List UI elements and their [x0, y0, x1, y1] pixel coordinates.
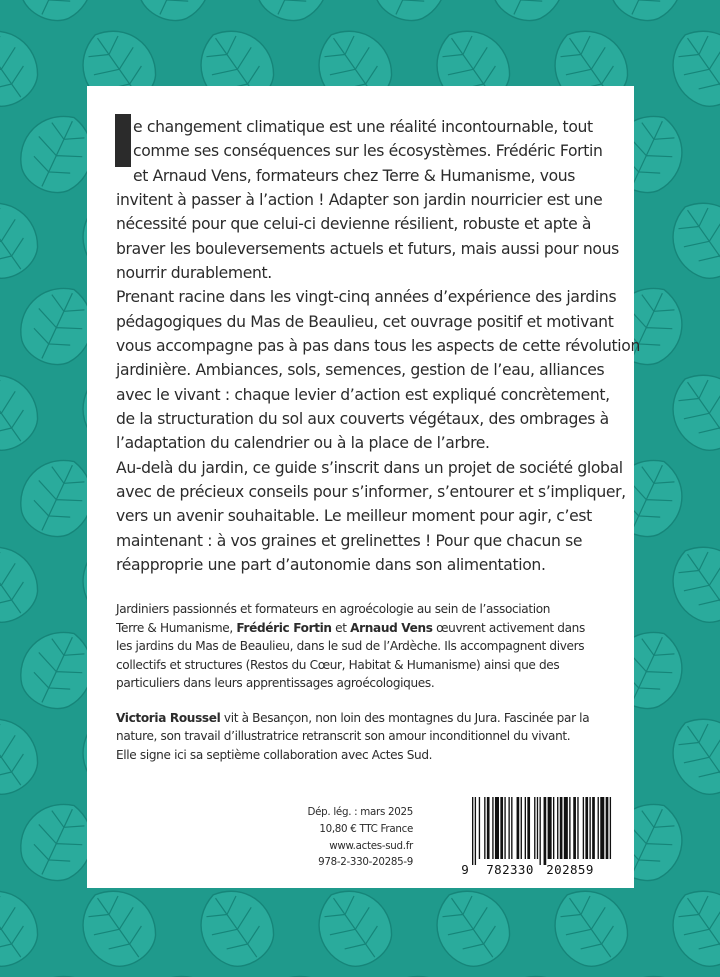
- authors-bio-line: particuliers dans leurs apprentissages agroécologiques.: [116, 676, 435, 690]
- paragraph-3-line: avec de précieux conseils pour s’informer, s’entourer et s’impliquer,: [116, 483, 626, 501]
- legal-info: [308, 804, 413, 871]
- paragraph-3-line: maintenant : à vos graines et grelinettes ! Pour que chacun se: [116, 532, 583, 550]
- barcode-bars: [472, 797, 611, 865]
- paragraph-3-line: réapproprie une part d’autonomie dans son alimentation.: [116, 556, 546, 574]
- illustrator-bio-line: Victoria Roussel vit à Besançon, non loin des montagnes du Jura. Fascinée par la: [116, 711, 590, 725]
- barcode-lead-digit: 9: [461, 862, 469, 877]
- barcode-left-digits: 782330: [486, 862, 534, 877]
- authors-bio-line: Jardiniers passionnés et formateurs en agroécologie au sein de l’association: [116, 602, 551, 616]
- paragraph-3-line: Au-delà du jardin, ce guide s’inscrit dans un projet de société global: [116, 459, 623, 477]
- intro-line: nécessité pour que celui-ci devienne résilient, robuste et apte à: [116, 215, 592, 233]
- paragraph-2-line: l’adaptation du calendrier ou à la place de l’arbre.: [116, 434, 490, 452]
- price: 10,80 € TTC France: [319, 822, 413, 835]
- author-name: Frédéric Fortin: [236, 621, 332, 635]
- paragraph-2-line: jardinière. Ambiances, sols, semences, gestion de l’eau, alliances: [116, 361, 605, 379]
- legal-deposit: Dép. lég. : mars 2025: [307, 806, 413, 818]
- intro-line: invitent à passer à l’action ! Adapter son jardin nourricier est une: [116, 191, 603, 209]
- paragraph-2-line: vous accompagne pas à pas dans tous les aspects de cette révolution: [116, 337, 640, 355]
- barcode-right-digits: 202859: [546, 862, 594, 877]
- drop-cap-letter-l: [115, 114, 131, 167]
- authors-bio-line: les jardins du Mas de Beaulieu, dans le sud de l’Ardèche. Ils accompagnent divers: [116, 639, 585, 653]
- authors-bio-line: Terre & Humanisme, Frédéric Fortin et Arnaud Vens œuvrent activement dans: [116, 621, 585, 635]
- intro-line: et Arnaud Vens, formateurs chez Terre & Humanisme, vous: [133, 167, 576, 185]
- publisher-website: www.actes-sud.fr: [329, 839, 413, 852]
- paragraph-2-line: de la structuration du sol aux couverts végétaux, des ombrages à: [116, 410, 609, 428]
- illustrator-bio-line: nature, son travail d’illustratrice retranscrit son amour inconditionnel du vivant.: [116, 729, 571, 743]
- isbn: 978-2-330-20285-9: [318, 856, 413, 869]
- paragraph-2-line: avec le vivant : chaque levier d’action est expliqué concrètement,: [116, 386, 610, 404]
- isbn-barcode: [460, 797, 615, 877]
- paragraph-2-line: pédagogiques du Mas de Beaulieu, cet ouvrage positif et motivant: [116, 313, 614, 331]
- intro-line: nourrir durablement.: [116, 264, 272, 282]
- intro-line: e changement climatique est une réalité incontournable, tout: [133, 118, 593, 136]
- paragraph-3-line: vers un avenir souhaitable. Le meilleur moment pour agir, c’est: [116, 507, 592, 525]
- authors-bio-line: collectifs et structures (Restos du Cœur, Habitat & Humanisme) ainsi que des: [116, 658, 560, 672]
- intro-line: braver les bouleversements actuels et futurs, mais aussi pour nous: [116, 240, 619, 258]
- illustrator-name: Victoria Roussel: [116, 711, 221, 725]
- intro-line: comme ses conséquences sur les écosystèmes. Frédéric Fortin: [133, 142, 603, 160]
- author-name: Arnaud Vens: [350, 621, 433, 635]
- paragraph-2-line: Prenant racine dans les vingt-cinq années d’expérience des jardins: [116, 288, 617, 306]
- illustrator-bio-line: Elle signe ici sa septième collaboration avec Actes Sud.: [116, 748, 433, 762]
